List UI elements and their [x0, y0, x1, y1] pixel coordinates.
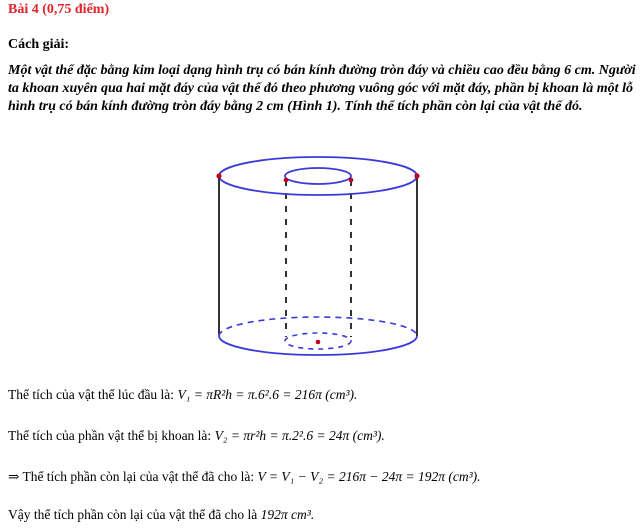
solution-line-4-formula: 192π cm³.	[260, 507, 315, 522]
solution-line-3	[8, 469, 481, 485]
solution-line-2-formula: V₂ = πr²h = π.2².6 = 24π (cm³).	[214, 428, 385, 443]
solution-line-4	[8, 507, 314, 523]
bottom-outer-back-arc	[219, 317, 417, 336]
solution-line-2-text: Thể tích của phần vật thể bị khoan là:	[8, 428, 215, 443]
solution-line-3-text: Thể tích phần còn lại của vật thể đã cho là:	[19, 469, 258, 484]
point-bottom-center	[316, 340, 321, 345]
method-label: Cách giải:	[8, 37, 70, 52]
solution-line-4-text: Vậy thể tích phần còn lại của vật thể đã cho là	[8, 507, 261, 522]
solution-line-2	[8, 428, 385, 444]
point-top-right	[414, 173, 419, 178]
problem-title: Bài 4 (0,75 điểm)	[8, 2, 110, 17]
solution-line-1-formula: V₁ = πR²h = π.6².6 = 216π (cm³).	[177, 387, 358, 402]
top-outer-ellipse	[219, 157, 417, 195]
bottom-outer-front-arc	[219, 336, 417, 355]
point-top-hole-right	[349, 178, 354, 183]
solution-line-3-formula: V = V₁ − V₂ = 216π − 24π = 192π (cm³).	[257, 469, 481, 484]
solution-line-1-text: Thể tích của vật thể lúc đầu là:	[8, 387, 178, 402]
top-inner-ellipse	[285, 168, 351, 184]
point-top-left	[216, 173, 221, 178]
problem-statement: Một vật thể đặc bằng kim loại dạng hình trụ có bán kính đường tròn đáy và chiều cao đều bằng 6 cm. Người ta khoan xuyên qua hai mặt đáy của vật thể đó theo phương vuông góc với mặt đáy, phần bị khoan là một lỗ hình trụ có bán kính đường tròn đáy bằng 2 cm (Hình 1). Tính thể tích phần còn lại của vật thể đó.	[8, 63, 636, 114]
implies-arrow-icon: ⇒	[8, 469, 20, 484]
point-top-hole-left	[284, 178, 289, 183]
solution-line-1	[8, 387, 357, 403]
